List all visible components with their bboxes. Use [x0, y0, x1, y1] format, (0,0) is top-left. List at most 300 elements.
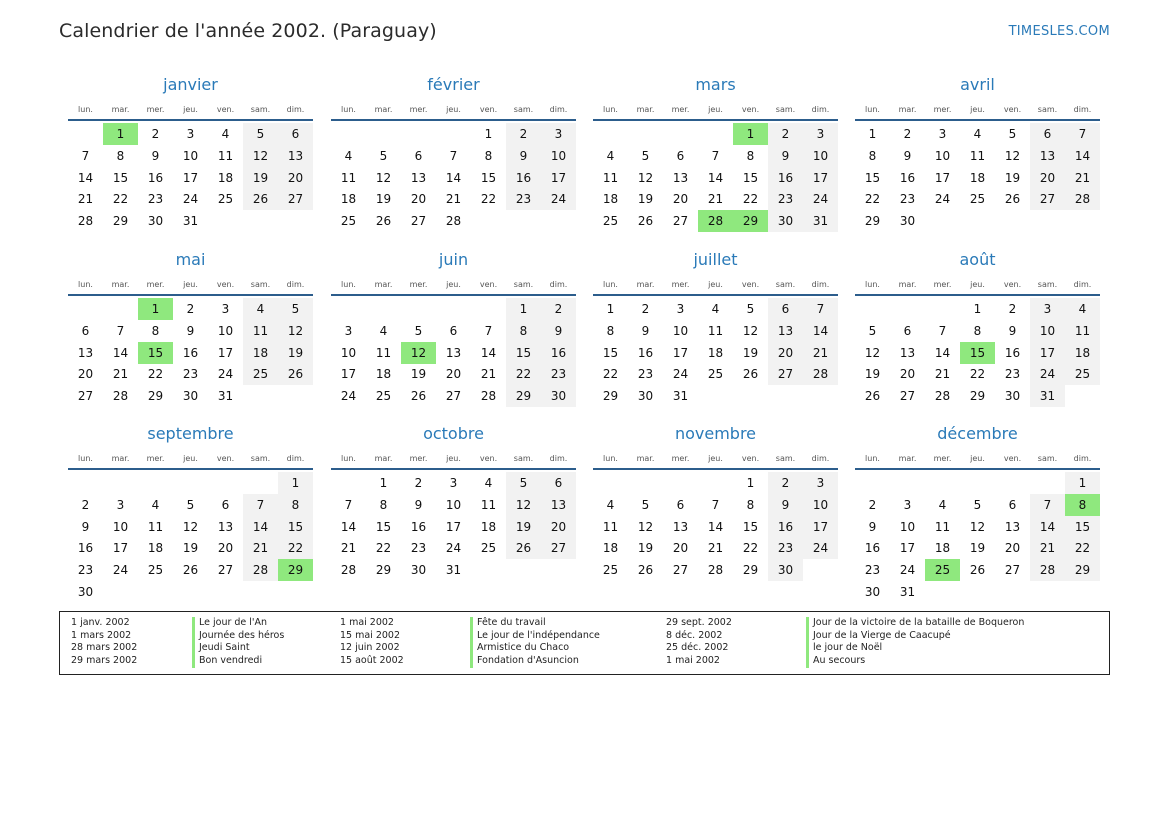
day-cell: 11 — [602, 170, 619, 185]
day-cell: 5 — [746, 302, 755, 316]
day-cell: 19 — [410, 367, 427, 382]
day-cell: 8 — [746, 148, 755, 163]
day-cell: 16 — [541, 342, 576, 364]
weekday-label: mer. — [409, 454, 428, 463]
day-cell: 5 — [243, 123, 278, 145]
day-cell: 9 — [1008, 323, 1017, 338]
month-10 — [331, 424, 576, 584]
day-cell: 24 — [340, 389, 357, 404]
weekday-label: lun. — [341, 280, 356, 289]
weekday-label: mer. — [146, 454, 165, 463]
day-cell: 8 — [746, 497, 755, 512]
day-cell: 16 — [768, 167, 803, 189]
day-cell: 28 — [1065, 188, 1100, 210]
weekday-label: mer. — [409, 105, 428, 114]
weekday-label: mar. — [636, 105, 655, 114]
day-cell: 8 — [116, 148, 125, 163]
day-cell: 21 — [707, 192, 724, 207]
day-cell: 21 — [445, 192, 462, 207]
day-cell: 6 — [414, 148, 423, 163]
day-cell: 10 — [1030, 320, 1065, 342]
day-cell: 11 — [340, 170, 357, 185]
weekday-label: jeu. — [708, 454, 723, 463]
day-cell: 11 — [243, 320, 278, 342]
holiday-date: 8 déc. 2002 — [666, 629, 723, 641]
day-cell: 9 — [541, 320, 576, 342]
day-cell: 5 — [641, 148, 650, 163]
day-cell: 20 — [1004, 541, 1021, 556]
month-header-rule — [68, 294, 313, 296]
day-cell: 25 — [707, 367, 724, 382]
month-header-rule — [331, 294, 576, 296]
day-cell: 12 — [969, 519, 986, 534]
weekday-label: dim. — [549, 280, 568, 289]
day-cell: 17 — [1030, 342, 1065, 364]
day-cell: 2 — [414, 476, 423, 490]
day-cell: 7 — [1065, 123, 1100, 145]
day-cell: 29 — [1065, 559, 1100, 581]
weekday-label: lun. — [341, 105, 356, 114]
day-cell: 4 — [243, 298, 278, 320]
day-cell: 31 — [899, 585, 916, 599]
day-cell: 3 — [541, 123, 576, 145]
day-cell: 15 — [112, 170, 129, 185]
holiday-date: 1 mars 2002 — [71, 629, 132, 641]
weekday-label: mar. — [636, 454, 655, 463]
holiday-date-column — [340, 617, 404, 668]
day-cell: 6 — [1008, 497, 1017, 512]
weekday-label: dim. — [549, 454, 568, 463]
weekday-label: sam. — [250, 280, 271, 289]
month-title: juillet — [693, 250, 738, 269]
day-cell: 23 — [541, 363, 576, 385]
weekday-label: jeu. — [970, 105, 985, 114]
weekday-label: ven. — [479, 454, 498, 463]
day-cell: 15 — [506, 342, 541, 364]
day-cell: 17 — [112, 541, 129, 556]
weekday-label: lun. — [865, 454, 880, 463]
month-header-rule — [68, 119, 313, 121]
day-cell: 17 — [541, 167, 576, 189]
day-cell: 21 — [934, 367, 951, 382]
day-cell: 25 — [969, 192, 986, 207]
weekday-label: sam. — [775, 105, 796, 114]
day-cell: 16 — [899, 170, 916, 185]
day-cell: 19 — [864, 367, 881, 382]
day-cell: 31 — [672, 389, 689, 404]
day-cell: 23 — [899, 192, 916, 207]
holiday-date: 29 mars 2002 — [71, 655, 138, 667]
weekday-label: mar. — [898, 105, 917, 114]
holiday-date: 1 janv. 2002 — [71, 617, 130, 628]
day-cell: 30 — [147, 214, 164, 229]
day-cell: 9 — [641, 323, 650, 338]
day-cell: 7 — [938, 323, 947, 338]
day-cell: 9 — [868, 519, 877, 534]
day-cell: 19 — [243, 167, 278, 189]
day-cell: 5 — [414, 323, 423, 338]
weekday-label: mar. — [374, 280, 393, 289]
month-5 — [68, 250, 313, 410]
day-cell: 7 — [116, 323, 125, 338]
day-cell: 14 — [340, 519, 357, 534]
day-cell: 20 — [672, 541, 689, 556]
weekday-label: ven. — [216, 280, 235, 289]
holiday-name: le jour de Noël — [813, 642, 883, 654]
day-cell: 25 — [340, 214, 357, 229]
weekday-label: dim. — [1073, 105, 1092, 114]
holiday-name-column — [806, 617, 1024, 668]
day-cell: 13 — [672, 170, 689, 185]
day-cell: 16 — [768, 516, 803, 538]
day-cell: 30 — [864, 585, 881, 599]
day-cell: 25 — [147, 563, 164, 578]
day-cell: 26 — [1004, 192, 1021, 207]
day-cell: 9 — [768, 145, 803, 167]
holiday-name: Jour de la victoire de la bataille de Boqueron — [813, 617, 1025, 628]
day-cell: 21 — [803, 342, 838, 364]
day-cell: 9 — [903, 148, 912, 163]
day-cell: 12 — [864, 345, 881, 360]
day-cell: 23 — [182, 367, 199, 382]
weekday-label: sam. — [775, 280, 796, 289]
weekday-label: ven. — [1003, 105, 1022, 114]
day-cell: 20 — [541, 516, 576, 538]
weekday-label: dim. — [549, 105, 568, 114]
day-cell: 27 — [768, 363, 803, 385]
day-cell: 26 — [375, 214, 392, 229]
day-cell: 22 — [742, 192, 759, 207]
day-cell: 22 — [602, 367, 619, 382]
day-cell: 2 — [1008, 302, 1017, 316]
holiday-date-column — [71, 617, 137, 668]
day-cell: 10 — [182, 148, 199, 163]
day-cell: 3 — [676, 302, 685, 316]
day-cell: 9 — [768, 494, 803, 516]
day-cell: 28 — [480, 389, 497, 404]
day-cell: 13 — [768, 320, 803, 342]
day-cell: 30 — [637, 389, 654, 404]
holiday-date: 29 sept. 2002 — [666, 617, 732, 628]
day-cell: 1 — [278, 472, 313, 494]
day-cell: 14 — [707, 519, 724, 534]
holiday-date: 1 mai 2002 — [666, 655, 720, 667]
day-cell: 23 — [637, 367, 654, 382]
day-cell: 17 — [672, 345, 689, 360]
day-cell: 20 — [217, 541, 234, 556]
weekday-label: mar. — [111, 105, 130, 114]
holiday-day-cell: 29 — [278, 559, 313, 581]
weekday-label: sam. — [250, 105, 271, 114]
day-cell: 23 — [768, 188, 803, 210]
weekday-label: jeu. — [446, 280, 461, 289]
day-cell: 30 — [768, 210, 803, 232]
weekday-label: dim. — [286, 105, 305, 114]
day-cell: 27 — [278, 188, 313, 210]
weekday-label: sam. — [250, 454, 271, 463]
day-cell: 2 — [768, 472, 803, 494]
weekday-label: jeu. — [183, 280, 198, 289]
day-cell: 2 — [81, 497, 90, 512]
day-cell: 14 — [243, 516, 278, 538]
holiday-name: Fondation d'Asuncion — [477, 655, 579, 667]
day-cell: 18 — [602, 192, 619, 207]
day-cell: 29 — [742, 563, 759, 578]
day-cell: 25 — [1065, 363, 1100, 385]
month-header-rule — [593, 468, 838, 470]
day-cell: 27 — [1004, 563, 1021, 578]
day-cell: 11 — [480, 497, 497, 512]
day-cell: 18 — [707, 345, 724, 360]
weekday-label: lun. — [603, 454, 618, 463]
day-cell: 26 — [637, 214, 654, 229]
day-cell: 13 — [410, 170, 427, 185]
day-cell: 5 — [641, 497, 650, 512]
day-cell: 23 — [768, 537, 803, 559]
day-cell: 21 — [480, 367, 497, 382]
day-cell: 18 — [602, 541, 619, 556]
day-cell: 5 — [379, 148, 388, 163]
holiday-day-cell: 8 — [1065, 494, 1100, 516]
month-header-rule — [855, 294, 1100, 296]
day-cell: 9 — [186, 323, 195, 338]
day-cell: 31 — [803, 210, 838, 232]
weekday-label: lun. — [603, 105, 618, 114]
day-cell: 16 — [1004, 345, 1021, 360]
weekday-label: mar. — [898, 454, 917, 463]
day-cell: 9 — [506, 145, 541, 167]
month-title: septembre — [147, 424, 234, 443]
day-cell: 28 — [1030, 559, 1065, 581]
day-cell: 3 — [186, 127, 195, 141]
day-cell: 27 — [410, 214, 427, 229]
day-cell: 21 — [707, 541, 724, 556]
weekday-label: mer. — [933, 105, 952, 114]
day-cell: 2 — [768, 123, 803, 145]
weekday-label: sam. — [1037, 280, 1058, 289]
page-title: Calendrier de l'année 2002. (Paraguay) — [59, 20, 437, 42]
day-cell: 18 — [934, 541, 951, 556]
day-cell: 31 — [445, 563, 462, 578]
day-cell: 22 — [375, 541, 392, 556]
day-cell: 24 — [182, 192, 199, 207]
day-cell: 18 — [480, 519, 497, 534]
day-cell: 6 — [449, 323, 458, 338]
weekday-label: mer. — [671, 454, 690, 463]
day-cell: 21 — [77, 192, 94, 207]
day-cell: 9 — [414, 497, 423, 512]
weekday-label: dim. — [1073, 280, 1092, 289]
weekday-label: ven. — [1003, 454, 1022, 463]
day-cell: 19 — [375, 192, 392, 207]
day-cell: 21 — [243, 537, 278, 559]
day-cell: 20 — [1030, 167, 1065, 189]
day-cell: 1 — [606, 302, 615, 316]
day-cell: 9 — [81, 519, 90, 534]
day-cell: 18 — [217, 170, 234, 185]
day-cell: 23 — [147, 192, 164, 207]
day-cell: 15 — [602, 345, 619, 360]
day-cell: 7 — [243, 494, 278, 516]
day-cell: 20 — [445, 367, 462, 382]
day-cell: 7 — [484, 323, 493, 338]
day-cell: 14 — [445, 170, 462, 185]
holiday-day-cell: 29 — [733, 210, 768, 232]
weekday-label: dim. — [811, 105, 830, 114]
weekday-label: dim. — [811, 280, 830, 289]
day-cell: 2 — [151, 127, 160, 141]
month-header-rule — [593, 294, 838, 296]
day-cell: 25 — [243, 363, 278, 385]
weekday-label: mer. — [933, 280, 952, 289]
holiday-day-cell: 25 — [925, 559, 960, 581]
weekday-label: sam. — [1037, 105, 1058, 114]
day-cell: 4 — [606, 148, 615, 163]
day-cell: 27 — [899, 389, 916, 404]
day-cell: 20 — [77, 367, 94, 382]
holiday-date: 1 mai 2002 — [340, 617, 394, 628]
day-cell: 10 — [899, 519, 916, 534]
day-cell: 10 — [803, 494, 838, 516]
day-cell: 15 — [864, 170, 881, 185]
weekday-label: ven. — [741, 280, 760, 289]
day-cell: 24 — [217, 367, 234, 382]
day-cell: 16 — [410, 519, 427, 534]
month-12 — [855, 424, 1100, 599]
day-cell: 14 — [480, 345, 497, 360]
day-cell: 4 — [221, 127, 230, 141]
day-cell: 26 — [969, 563, 986, 578]
day-cell: 12 — [1004, 148, 1021, 163]
day-cell: 8 — [379, 497, 388, 512]
day-cell: 19 — [278, 342, 313, 364]
holiday-date-column — [666, 617, 732, 668]
day-cell: 11 — [217, 148, 234, 163]
weekday-label: sam. — [513, 105, 534, 114]
day-cell: 10 — [340, 345, 357, 360]
day-cell: 1 — [973, 302, 982, 316]
day-cell: 11 — [375, 345, 392, 360]
day-cell: 6 — [221, 497, 230, 512]
month-header-rule — [855, 119, 1100, 121]
day-cell: 17 — [217, 345, 234, 360]
holiday-name: Le jour de l'indépendance — [477, 629, 600, 641]
holiday-day-cell: 28 — [698, 210, 733, 232]
weekday-label: mer. — [146, 280, 165, 289]
day-cell: 20 — [899, 367, 916, 382]
month-title: janvier — [163, 75, 218, 94]
day-cell: 7 — [81, 148, 90, 163]
day-cell: 12 — [637, 170, 654, 185]
day-cell: 2 — [541, 298, 576, 320]
day-cell: 6 — [903, 323, 912, 338]
day-cell: 18 — [1065, 342, 1100, 364]
day-cell: 4 — [484, 476, 493, 490]
weekday-label: sam. — [513, 454, 534, 463]
day-cell: 17 — [934, 170, 951, 185]
day-cell: 5 — [868, 323, 877, 338]
day-cell: 14 — [1030, 516, 1065, 538]
day-cell: 22 — [278, 537, 313, 559]
day-cell: 2 — [506, 123, 541, 145]
day-cell: 15 — [742, 170, 759, 185]
weekday-label: lun. — [78, 280, 93, 289]
month-header-rule — [68, 468, 313, 470]
day-cell: 5 — [973, 497, 982, 512]
month-6 — [331, 250, 576, 410]
month-7 — [593, 250, 838, 410]
day-cell: 30 — [899, 214, 916, 229]
holiday-name: Jour de la Vierge de Caacupé — [813, 629, 951, 641]
site-link[interactable]: TIMESLES.COM — [1008, 24, 1110, 39]
day-cell: 6 — [1030, 123, 1065, 145]
month-3 — [593, 75, 838, 235]
day-cell: 23 — [1004, 367, 1021, 382]
weekday-label: jeu. — [183, 105, 198, 114]
month-title: juin — [438, 250, 469, 269]
day-cell: 22 — [480, 192, 497, 207]
day-cell: 27 — [672, 563, 689, 578]
day-cell: 3 — [1030, 298, 1065, 320]
day-cell: 26 — [742, 367, 759, 382]
day-cell: 10 — [541, 145, 576, 167]
day-cell: 21 — [1030, 537, 1065, 559]
holiday-name-column — [192, 617, 284, 668]
day-cell: 12 — [243, 145, 278, 167]
day-cell: 3 — [449, 476, 458, 490]
day-cell: 15 — [742, 519, 759, 534]
day-cell: 13 — [1004, 519, 1021, 534]
day-cell: 28 — [445, 214, 462, 229]
day-cell: 11 — [934, 519, 951, 534]
holiday-name: Bon vendredi — [199, 655, 263, 667]
day-cell: 27 — [445, 389, 462, 404]
weekday-label: mer. — [146, 105, 165, 114]
day-cell: 4 — [151, 497, 160, 512]
day-cell: 3 — [938, 127, 947, 141]
day-cell: 9 — [151, 148, 160, 163]
holiday-date: 25 déc. 2002 — [666, 642, 729, 654]
day-cell: 28 — [77, 214, 94, 229]
day-cell: 20 — [410, 192, 427, 207]
day-cell: 4 — [1065, 298, 1100, 320]
weekday-label: sam. — [775, 454, 796, 463]
day-cell: 13 — [445, 345, 462, 360]
day-cell: 29 — [112, 214, 129, 229]
day-cell: 18 — [375, 367, 392, 382]
day-cell: 7 — [449, 148, 458, 163]
weekday-label: lun. — [78, 105, 93, 114]
day-cell: 15 — [278, 516, 313, 538]
weekday-label: jeu. — [970, 280, 985, 289]
day-cell: 22 — [147, 367, 164, 382]
day-cell: 12 — [278, 320, 313, 342]
weekday-label: jeu. — [708, 280, 723, 289]
day-cell: 29 — [602, 389, 619, 404]
weekday-label: sam. — [513, 280, 534, 289]
holiday-date: 15 mai 2002 — [340, 629, 401, 641]
day-cell: 19 — [182, 541, 199, 556]
weekday-label: mer. — [671, 105, 690, 114]
day-cell: 15 — [375, 519, 392, 534]
day-cell: 1 — [1065, 472, 1100, 494]
day-cell: 2 — [186, 302, 195, 316]
day-cell: 12 — [182, 519, 199, 534]
day-cell: 19 — [637, 541, 654, 556]
month-4 — [855, 75, 1100, 235]
day-cell: 10 — [803, 145, 838, 167]
day-cell: 24 — [803, 188, 838, 210]
